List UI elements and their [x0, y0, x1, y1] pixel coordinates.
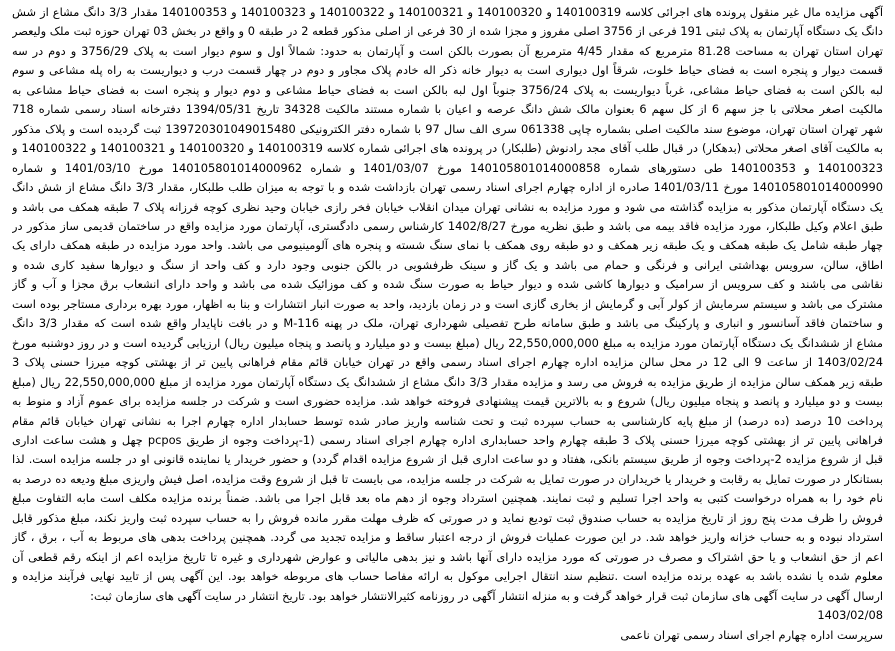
notice-line: چهار طبقه شامل یک طبقه همکف و یک طبقه زیر همکف و دو طبقه روی همکف با نمای سنگ شسته و پنجره های آلومینیومی می باشد. واحد مورد مزایده در طبقه همکف دارای یک: [12, 238, 883, 253]
notice-line: قبل از شروع مزایده 2-پرداخت وجوه از طریق سیستم بانکی، هفتاد و دو ساعت اداری قبل از شروع مزایده اقدام گردد) و حضور خریدار یا نماینده قانونی او در جلسه مزایده است. لذا: [12, 452, 883, 467]
publish-date: 1403/02/08: [817, 608, 883, 623]
notice-line: نام خود را به همراه درخواست کتبی به واحد اجرا تسلیم و ثبت نمایند. همچنین استرداد وجوه از دهم ماه بعد قابل اجرا می باشد. ضمناً برنده مزایده مکلف است مابه التفاوت مبلغ: [12, 491, 883, 506]
notice-line: یک دستگاه آپارتمان مذکور به مزایده گذاشته می شود و مورد مزایده به نشانی تهران میدان انقلاب خیابان فخر رازی خیابان وحید نظری کوچه فرزانه پلاک 7 طبقه همکف می باشد و: [12, 199, 883, 214]
notice-line: معلوم شده یا نشده باشد به عهده برنده مزایده است .تنظیم سند انتقال اجرایی موکول به ارائه مفاصا حساب های مربوطه خواهد بود. این آگهی پس از تایید نهایی فرآیند مزایده و: [12, 569, 883, 584]
signature-line: سرپرست اداره چهارم اجرای اسناد رسمی تهران ناعمی: [620, 627, 883, 642]
notice-line: 140105801014000990 مورخ 1401/03/11 صادره از اداره چهارم اجرای اسناد رسمی تهران بازداشت شده و با توجه به میزان طلب طلبکار، مقدار 3/3 دانگ مشاع از شش دانگ: [12, 180, 883, 195]
notice-line: مشترک می باشد و سیستم سرمایش از کولر آبی و گرمایش از بخاری گازی است و در زمان بازدید، واحد به صورت انبار انتشارات و بنا به اظهار، مورد بهره برداری مستاجر بوده است: [12, 296, 883, 311]
notice-line: 1403/02/24 از ساعت 9 الی 12 در محل سالن مزایده اداره چهارم اجرای اسناد رسمی واقع در تهران خیابان قائم مقام فراهانی پایین تر از بهشتی کوچه میرزا حسنی پلاک 3: [12, 355, 883, 370]
notice-line: بستانکار در صورت تمایل به رقابت و خریدار یا خریداران در صورت تمایل به شرکت در جلسه مزایده، می بایست تا قبل از شروع وقت مزایده، اصل فیش واریزی مبلغ ودیعه ده درصد به: [12, 471, 883, 486]
notice-line: مشاع از ششدانگ یک دستگاه آپارتمان مورد مزایده به مبلغ 22,550,000,000 ریال (مبلغ بیست و دو میلیارد و پانصد و پنجاه میلیون ریال) ارزیابی گردیده است و در روز دوشنبه مورخ: [12, 335, 883, 350]
notice-line: آگهی مزایده مال غیر منقول پرونده های اجرائی کلاسه 140100319 و 140100320 و 140100321 و 140100322 و 140100323 و 140100353 مقدار 3/3 دانگ مشاع از شش: [12, 5, 883, 19]
notice-line: شهر تهران استان تهران، موضوع سند مالکیت اصلی بشماره چاپی 061338 سری الف سال 97 با شماره دفتر الکترونیکی 139720301049015480 ثبت گردیده است و پلاک مذکور: [12, 121, 883, 136]
notice-line: تهران استان تهران به مساحت 81.28 مترمربع که مقدار 4/45 مترمربع آن بصورت بالکن است و آپارتمان به حدود: شمالاً اول و سوم دیوار است به پلاک 3756/29 و دوم در سه: [12, 43, 883, 58]
notice-line: 140100323 و 140100353 طی دستورهای شماره 140105801014000858 مورخ 1401/03/07 و شماره 140105801014000962 مورخ 1401/03/10 و شماره: [12, 160, 883, 175]
notice-line: طبقه زیر همکف سالن مزایده از طریق مزایده به فروش می رسد و مزایده مقدار 3/3 دانگ مشاع از ششدانگ یک دستگاه آپارتمان مورد مزایده از مبلغ 22,550,000,000 ریال (مبلغ: [12, 374, 883, 389]
notice-line: فروش را ظرف مدت پنج روز از تاریخ مزایده به حساب صندوق ثبت تودیع نماید و در صورتی که ظرف مهلت مقرر مانده فروش را به حساب سپرده ثبت واریز نکند، مبلغ مذکور قابل: [12, 510, 883, 525]
notice-line: دانگ یک دستگاه آپارتمان به پلاک ثبتی 191 فرعی از 3756 اصلی مفروز و مجزا شده از 30 فرعی از اصلی مذکور قطعه 2 در طبقه 0 و واقع در بخش 03 تهران حوزه ثبت ملک ولیعصر: [12, 24, 883, 39]
notice-line: ارسال آگهی در سایت آگهی های سازمان ثبت قرار خواهد گرفت و به منزله انتشار آگهی در روزنامه کثیرالانتشار خواهد بود. تاریخ انتشار در سایت آگهی های سازمان ثبت:: [90, 588, 883, 603]
notice-line: لبه بالکن است به فضای حیاط مشاعی، غرباً دیواریست به پلاک 3756/24 جنوباً اول لبه بالکن است به فضای حیاط مشاعی و دوم دیوار و پنجره است به فضای حیاط مشاعی به: [12, 82, 883, 97]
notice-line: اعم از حق انشعاب و یا حق اشتراک و مصرف در صورتی که مورد مزایده دارای آنها باشد و نیز بدهی مالیاتی و عوارض شهرداری و غیره تا تاریخ مزایده اعم از اینکه رقم قطعی آن: [12, 549, 883, 564]
notice-line: و ساختمان فاقد آسانسور و انباری و پارکینگ می باشد و طبق سامانه طرح تفصیلی شهرداری تهران، ملک در پهنه M-116 و در بافت ناپایدار واقع شده است که مقدار 3/3 دانگ: [12, 316, 883, 331]
notice-line: طبق اعلام وکیل طلبکار، مورد مزایده فاقد بیمه می باشد و طبق نظریه مورخ 1402/8/27 کارشناس رسمی دادگستری، آپارتمان مورد مزایده واقع در ساختمان قدیمی ساز مذکور در: [12, 218, 883, 233]
notice-line: نقاشی می باشند و کف سرویس از سرامیک و دیوارها کاشی شده و دیوار حیاط به صورت سنگ شده و کف موزائیک شده می باشد و واحد دارای انشعاب برق مجزا و آب و گاز: [12, 277, 883, 292]
notice-line: پرداخت 10 درصد (ده درصد) از مبلغ پایه کارشناسی به حساب سپرده ثبت و تحت شناسه واریز صادر شده توسط حسابدار اداره چهارم اجرا به نشانی تهران خیابان قائم مقام: [12, 413, 883, 428]
notice-line: فراهانی پایین تر از بهشتی کوچه میرزا حسنی پلاک 3 طبقه چهارم واحد حسابداری اداره چهارم اجرای اسناد رسمی (1-پرداخت وجوه از طریق pcpos چهل و هشت ساعت اداری: [12, 432, 883, 447]
notice-line: قسمت دیوار و پنجره است به فضای حیاط خلوت، شرقاً اول دیواری است به دیوار خانه ذکر اله خادم پلاک مجاور و دوم در چهار قسمت درب و دیواریست به راه پله مشاعی و سوم: [12, 63, 883, 78]
notice-line: مالکیت اصغر محلاتی با جز سهم 6 از کل سهم 6 بعنوان مالک شش دانگ عرصه و اعیان با شماره مستند مالکیت 34328 تاریخ 1394/05/31 دفترخانه اسناد رسمی شماره 718: [12, 102, 883, 117]
notice-line: اطاق، سالن، سرویس بهداشتی ایرانی و فرنگی و حمام می باشد و یک گاز و سینک ظرفشویی در بالکن جنوبی وجود دارد و کف واحد از سنگ و دیوارها سفید کاری شده و: [12, 257, 883, 272]
notice-line: بیست و دو میلیارد و پانصد و پنجاه میلیون ریال) شروع و به بالاترین قیمت پیشنهادی فروخته خواهد شد. مزایده حضوری است و شرکت در جلسه مزایده برای عموم آزاد و منوط به: [12, 394, 883, 409]
notice-line: استرداد نبوده و به حساب خزانه واریز خواهد شد. در این صورت عملیات فروش از درجه اعتبار ساقط و مزایده تجدید می گردد. همچنین پرداخت بدهی های مربوط به آب ، برق ، گاز: [12, 530, 883, 545]
notice-line: به مالکیت آقای اصغر محلاتی (بدهکار) در قبال طلب آقای مجد رادنوش (طلبکار) در پرونده های اجرائی شماره کلاسه 140100319 و 140100320 و 140100321 و 140100322 و: [12, 141, 883, 156]
